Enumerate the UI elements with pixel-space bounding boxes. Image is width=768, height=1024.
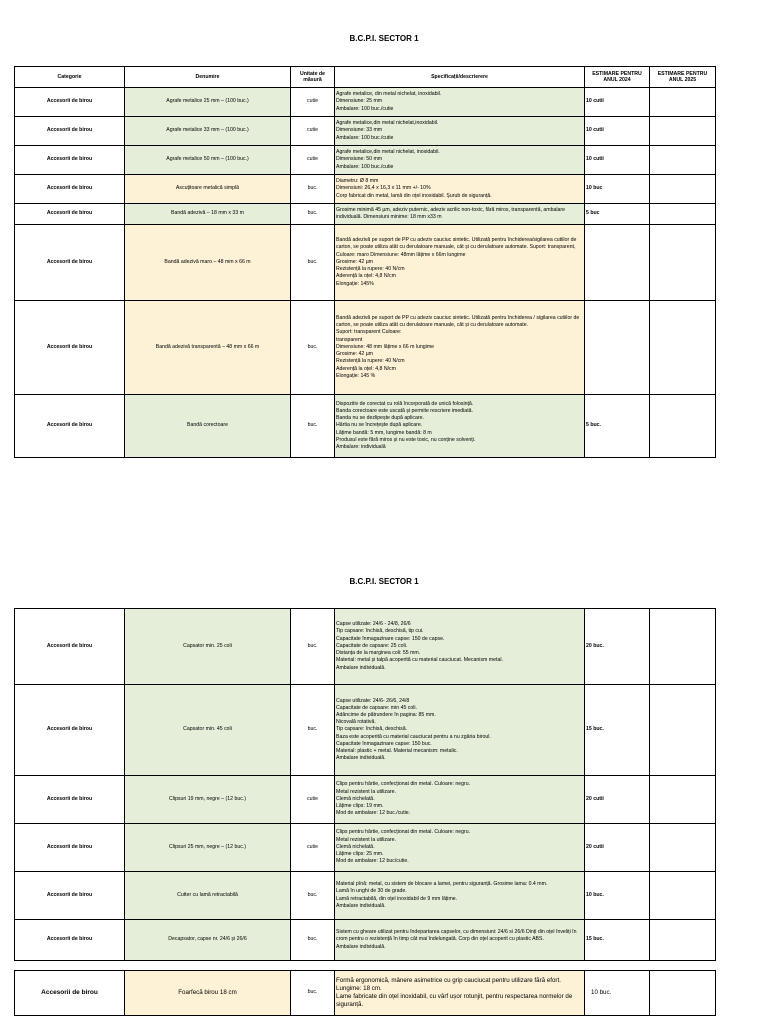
row-estimate-2024: 20 cutii (585, 776, 650, 824)
row-name: Bandă adezivă – 18 mm x 33 m (125, 204, 291, 225)
row-unit: buc. (291, 872, 335, 920)
row-name: Ascuțitoare metalică simplă (125, 175, 291, 204)
row-estimate-2025 (650, 395, 716, 458)
row-spec: Grosime minimă 45 µm, adeziv puternic, adeziv acrilic non-toxic, fără miros, transparentă, ambalare individuală. Dimensiuni minime: 18 mm x33 m (335, 204, 585, 225)
header-specificatii: Specificații/descrierere (335, 67, 585, 88)
row-spec: Formă ergonomică, mânere asimetrice cu grip cauciucat pentru utilizare fără efort. Lungime: 18 cm. Lame fabricate din oțel inoxidabil, cu vârf ușor rotunjit, pentru respectarea normelor de siguranță. (335, 971, 585, 1016)
row-estimate-2025 (650, 920, 716, 961)
row-estimate-2025 (650, 824, 716, 872)
row-estimate-2025 (650, 117, 716, 146)
row-estimate-2025 (650, 204, 716, 225)
row-category: Accesorii de birou (15, 117, 125, 146)
table-row (15, 609, 716, 685)
row-category: Accesorii de birou (15, 609, 125, 685)
table-row (15, 776, 716, 824)
row-estimate-2025 (650, 225, 716, 301)
row-name: Foarfecă birou 18 cm (125, 971, 291, 1016)
items-table-3 (14, 970, 716, 1016)
row-estimate-2024: 15 buc. (585, 920, 650, 961)
row-estimate-2025 (650, 685, 716, 776)
items-table-2 (14, 608, 716, 961)
row-unit: buc. (291, 920, 335, 961)
row-unit: buc. (291, 301, 335, 395)
row-estimate-2025 (650, 872, 716, 920)
row-estimate-2024: 20 buc. (585, 609, 650, 685)
row-estimate-2025 (650, 175, 716, 204)
row-estimate-2024: 15 buc. (585, 685, 650, 776)
row-estimate-2024: 20 cutii (585, 824, 650, 872)
row-name: Bandă corectoare (125, 395, 291, 458)
row-unit: cutie (291, 776, 335, 824)
row-estimate-2024 (585, 301, 650, 395)
row-name: Clipsuri 19 mm, negre – (12 buc.) (125, 776, 291, 824)
row-spec: Clips pentru hârtie, confecționat din metal. Culoare: negru. Metal rezistent la utilizare. Clemă nichelată. Lățime clips: 19 mm. Mod de ambalare: 12 buc./cutie. (335, 776, 585, 824)
row-estimate-2025 (650, 971, 716, 1016)
row-unit: cutie (291, 88, 335, 117)
row-category: Accesorii de birou (15, 88, 125, 117)
row-spec: Material pînă: metal, cu sistem de blocare a lamei, pentru siguranță. Grosime lama: 0.4 mm. Lamă în unghi de 30 de grade. Lamă retractabilă, din oțel inoxidabil de 9 mm lățime. Ambalare individuală. (335, 872, 585, 920)
row-estimate-2025 (650, 609, 716, 685)
row-name: Agrafe metalice 25 mm – (100 buc.) (125, 88, 291, 117)
row-spec: Sistem cu gheare utilizat pentru îndepartarea capselor, cu dimensiuni: 24/6 si 26/6 Dinți din oțel înveliți în crom pentru o rezistență în timp cât mai îndelungată. Corp din oțel acoperit cu plastic ABS. Ambalare individuală. (335, 920, 585, 961)
row-unit: cutie (291, 824, 335, 872)
table-row (15, 88, 716, 117)
row-unit: buc. (291, 609, 335, 685)
table-row (15, 225, 716, 301)
header-categorie: Categorie (15, 67, 125, 88)
row-estimate-2024: 10 buc (585, 175, 650, 204)
row-name: Agrafe metalice 33 mm – (100 buc.) (125, 117, 291, 146)
items-table-1 (14, 66, 716, 458)
row-category: Accesorii de birou (15, 776, 125, 824)
row-category: Accesorii de birou (15, 204, 125, 225)
page-title: B.C.P.I. SECTOR 1 (349, 34, 419, 43)
row-spec: Capse utilizate: 24/6 - 24/8, 26/6 Tip capsare: închisă, deschisă, tip cui. Capacitate înmagazinare capse: 150 de capse. Capacitate de capsare: 25 coli. Distanța de la marginea coli: 55 mm. Material: metal și talpă acoperită cu material cauciucat. Mecanism metal. Ambalare individuală. (335, 609, 585, 685)
table-row (15, 685, 716, 776)
header-estimare-2024: ESTIMARE PENTRU ANUL 2024 (585, 67, 650, 88)
row-unit: buc. (291, 685, 335, 776)
table-row (15, 872, 716, 920)
row-spec: Agrafe metalice, din metal nichelat, inoxidabil. Dimensiune: 25 mm Ambalare: 100 buc./cutie (335, 88, 585, 117)
page-title-2: B.C.P.I. SECTOR 1 (349, 577, 419, 586)
row-spec: Agrafe metalice,din metal nichelat, inoxidabil. Dimensiune: 50 mm Ambalare: 100 buc./cutie (335, 146, 585, 175)
row-spec: Diametru: Ø 8 mm Dimensiuni: 26,4 x 16,3 x 11 mm +/- 10% Corp fabricat din metal, lamă din oțel inoxidabil. Șurub de siguranță. (335, 175, 585, 204)
row-unit: buc. (291, 225, 335, 301)
row-spec: Clips pentru hârtie, confecționat din metal. Culoare: negru. Metal rezistent la utilizare. Clemă nichelată. Lățime clips: 25 mm. Mod de ambalare: 12 buc/cutie. (335, 824, 585, 872)
row-category: Accesorii de birou (15, 225, 125, 301)
row-estimate-2025 (650, 88, 716, 117)
header-estimare-2025: ESTIMARE PENTRU ANUL 2025 (650, 67, 716, 88)
row-estimate-2025 (650, 776, 716, 824)
row-category: Accesorii de birou (15, 146, 125, 175)
row-category: Accesorii de birou (15, 872, 125, 920)
row-spec: Dispozitiv de corectat cu rolă încorporată de unică folosință. Banda corectoare este uscată și permite rescriere imediată. Banda nu se dezlipește după aplicare. Hârtia nu se încrețește după aplicare. Lățime bandă: 5 mm, lungime bandă: 8 m Produsul este fără miros și nu este toxic, nu conține solvenți. Ambalare: individuală (335, 395, 585, 458)
row-category: Accesorii de birou (15, 175, 125, 204)
table-row (15, 301, 716, 395)
table-row (15, 146, 716, 175)
row-estimate-2024: 10 cutii (585, 117, 650, 146)
row-estimate-2024: 10 buc. (585, 872, 650, 920)
row-unit: buc. (291, 204, 335, 225)
row-name: Cutter cu lamă retractabilă (125, 872, 291, 920)
header-unitate: Unitate de măsură (291, 67, 335, 88)
row-name: Decapsator, capse nr. 24/6 și 26/6 (125, 920, 291, 961)
header-denumire: Denumire (125, 67, 291, 88)
row-spec: Bandă adezivă pe suport de PP cu adeziv cauciuc sintetic. Utilizată pentru închiderea / sigilarea cutiilor de carton, se poate utiliza atât cu derulatoare manuale, cât și cu derulatoare automate. Suport: transparent Culoare: transparent Dimensiune: 48 mm lățime x 66 m lungime Grosime: 42 µm Rezistență la rupere: 40 N/cm Aderență la oțel: 4,8 N/cm Elongație: 145 % (335, 301, 585, 395)
row-name: Bandă adezivă maro – 48 mm x 66 m (125, 225, 291, 301)
row-unit: buc. (291, 175, 335, 204)
row-spec: Capse utilizate: 24/6- 26/6, 24/8 Capacitate de capsare: min 45 coli. Adâncime de pătrundere în pagina: 85 mm. Nicovală rotativă. Tip capsare: închisă, deschisă. Baza este acoperită cu material cauciucat pentru a nu zgâria biroul. Capacitate înmagazinare capse: 150 buc. Material: plastic + metal. Material mecanism: metalic. Ambalare individuală. (335, 685, 585, 776)
row-category: Accesorii de birou (15, 920, 125, 961)
row-category: Accesorii de birou (15, 395, 125, 458)
table-row (15, 395, 716, 458)
row-estimate-2024: 10 cutii (585, 146, 650, 175)
row-unit: buc. (291, 971, 335, 1016)
row-estimate-2024: 5 buc (585, 204, 650, 225)
row-estimate-2024 (585, 225, 650, 301)
row-estimate-2024: 5 buc. (585, 395, 650, 458)
row-name: Bandă adezivă transparentă – 48 mm x 66 m (125, 301, 291, 395)
row-estimate-2025 (650, 301, 716, 395)
row-estimate-2024: 10 cutii (585, 88, 650, 117)
row-category: Accesorii de birou (15, 301, 125, 395)
row-unit: cutie (291, 117, 335, 146)
row-category: Accesorii de birou (15, 685, 125, 776)
table-row (15, 204, 716, 225)
table-row (15, 971, 716, 1016)
row-unit: buc. (291, 395, 335, 458)
row-name: Capsator min. 45 coli (125, 685, 291, 776)
row-category: Accesorii de birou (15, 824, 125, 872)
row-name: Clipsuri 25 mm, negre – (12 buc.) (125, 824, 291, 872)
row-unit: cutie (291, 146, 335, 175)
row-name: Capsator min. 25 coli (125, 609, 291, 685)
row-estimate-2024: 10 buc. (585, 971, 650, 1016)
row-category: Accesorii de birou (15, 971, 125, 1016)
table-row (15, 824, 716, 872)
row-spec: Bandă adezivă pe suport de PP cu adeziv cauciuc sintetic. Utilizată pentru închiderea/sigilarea cutiilor de carton, se poate utiliza atât cu derulatoare manuale, cât și cu derulatoare automate. Suport: transparent, Culoare: maro Dimensiune: 48mm lățime x 66m lungime Grosime: 42 µm Rezistență la rupere: 40 N/cm Aderență la oțel: 4,8 N/cm Elongație: 145% (335, 225, 585, 301)
table-row (15, 117, 716, 146)
row-spec: Agrafe metalice,din metal nichelat,inoxidabil. Dimensiune: 33 mm Ambalare: 100 buc./cutie (335, 117, 585, 146)
table-row (15, 175, 716, 204)
row-name: Agrafe metalice 50 mm – (100 buc.) (125, 146, 291, 175)
table-row (15, 920, 716, 961)
row-estimate-2025 (650, 146, 716, 175)
